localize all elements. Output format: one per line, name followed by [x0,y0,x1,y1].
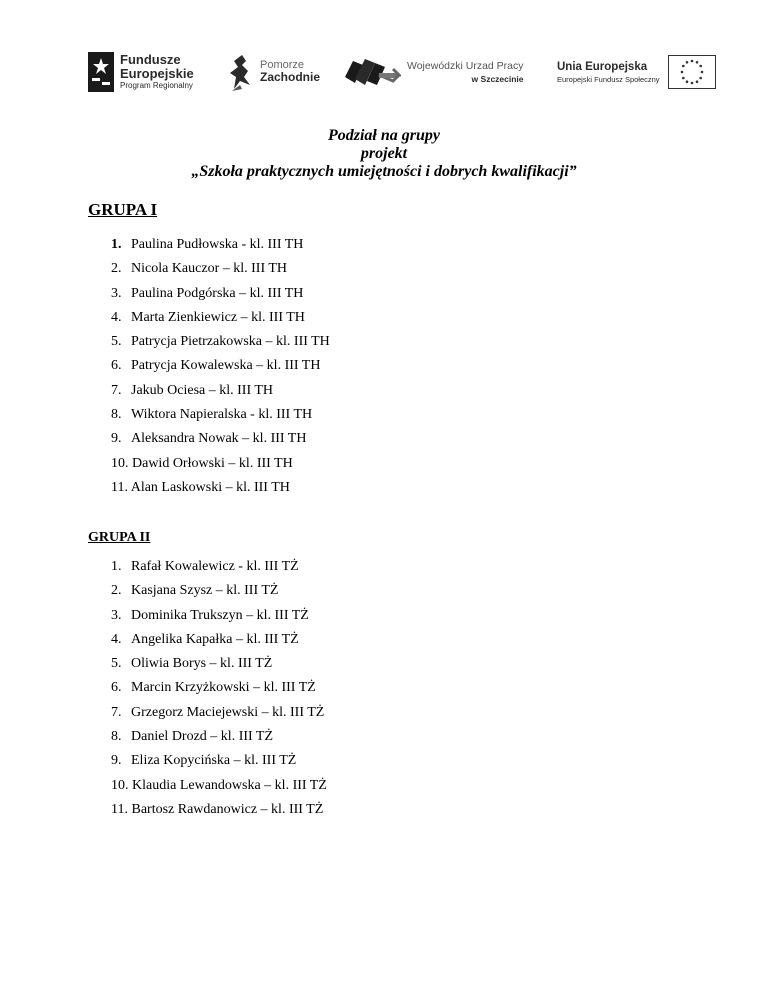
list-item [111,382,330,406]
list-item [111,357,330,381]
member-name: Patrycja Kowalewska – kl. III TH [131,358,321,374]
wup-line2: w Szczecinie [471,73,524,84]
group-1-title: GRUPA I [88,200,158,219]
member-name: Oliwia Borys – kl. III TŻ [131,656,273,672]
list-item [111,655,327,679]
list-item [111,479,330,503]
list-item [111,309,330,333]
member-name: Wiktora Napieralska - kl. III TH [131,407,313,423]
member-name: Marcin Krzyżkowski – kl. III TŻ [131,680,316,696]
pomorze-zachodnie-logo [228,44,320,100]
logo-bar [0,44,768,104]
member-name: Klaudia Lewandowska – kl. III TŻ [132,777,327,793]
member-name: Jakub Ociesa – kl. III TH [131,382,274,398]
eu-flag-icon [668,55,716,89]
item-number: 10. [111,777,129,793]
member-name: Dawid Orłowski – kl. III TH [132,455,293,471]
item-number: 8. [111,407,122,423]
member-name: Bartosz Rawdanowicz – kl. III TŻ [131,801,324,817]
item-number: 9. [111,753,122,769]
list-item [111,607,327,631]
list-item [111,236,330,260]
member-name: Angelika Kapałka – kl. III TŻ [131,631,299,647]
member-name: Patrycja Pietrzakowska – kl. III TH [131,334,330,350]
member-name: Dominika Trukszyn – kl. III TŻ [131,607,309,623]
item-number: 10. [111,455,129,471]
item-number: 2. [111,261,122,277]
item-number: 4. [111,631,122,647]
pomorze-line2: Zachodnie [260,70,321,85]
list-item [111,406,330,430]
list-item [111,801,327,825]
list-item [111,679,327,703]
unia-europejska-logo [557,44,716,100]
list-item [111,285,330,309]
item-number: 6. [111,358,122,374]
member-name: Paulina Podgórska – kl. III TH [131,285,304,301]
member-name: Paulina Pudłowska - kl. III TH [131,237,304,252]
item-number: 2. [111,583,122,599]
list-item [111,777,327,801]
heading-line1: Podział na grupy [327,127,440,144]
wup-logo [343,44,524,100]
list-item [111,430,330,454]
item-number: 5. [111,334,122,350]
item-number: 3. [111,285,122,301]
member-name: Nicola Kauczor – kl. III TH [131,261,288,277]
member-name: Eliza Kopycińska – kl. III TŻ [131,753,297,769]
item-number: 11. [111,479,128,495]
item-number: 11. [111,801,128,817]
item-number: 8. [111,729,122,745]
pomorze-line1: Pomorze [260,58,305,71]
fundusze-line2: Europejskie [120,65,194,81]
ue-line1: Unia Europejska [557,60,648,73]
list-item [111,260,330,284]
item-number: 1. [111,237,122,252]
heading-line3: „Szkoła praktycznych umiejętności i dobrych kwalifikacji” [191,163,577,180]
ue-line2: Europejski Fundusz Społeczny [557,74,660,84]
wup-cards-icon [343,55,401,89]
item-number: 5. [111,656,122,672]
member-name: Daniel Drozd – kl. III TŻ [131,729,274,745]
group-1-list [111,236,330,503]
member-name: Rafał Kowalewicz - kl. III TŻ [131,559,299,574]
list-item [111,455,330,479]
list-item [111,752,327,776]
list-item [111,558,327,582]
member-name: Marta Zienkiewicz – kl. III TH [131,309,305,325]
group-2-list [111,558,327,825]
item-number: 9. [111,431,122,447]
fundusze-europejskie-logo [88,44,194,100]
member-name: Aleksandra Nowak – kl. III TH [131,431,307,447]
list-item [111,631,327,655]
list-item [111,728,327,752]
item-number: 1. [111,559,122,574]
list-item [111,333,330,357]
member-name: Kasjana Szysz – kl. III TŻ [131,583,279,599]
wup-line1: Wojewódzki Urzad Pracy [407,59,524,72]
item-number: 4. [111,309,122,325]
fundusze-star-icon [88,52,114,92]
list-item [111,704,327,728]
item-number: 6. [111,680,122,696]
list-item [111,582,327,606]
item-number: 3. [111,607,122,623]
item-number: 7. [111,382,122,398]
member-name: Alan Laskowski – kl. III TH [130,479,290,495]
document-heading [0,127,768,181]
member-name: Grzegorz Maciejewski – kl. III TŻ [131,704,325,720]
group-2-title: GRUPA II [88,530,151,545]
fundusze-line3: Program Regionalny [120,81,193,91]
item-number: 7. [111,704,122,720]
fundusze-line1: Fundusze [120,52,181,68]
heading-line2: projekt [360,145,408,162]
pomorze-figure-icon [228,51,256,93]
